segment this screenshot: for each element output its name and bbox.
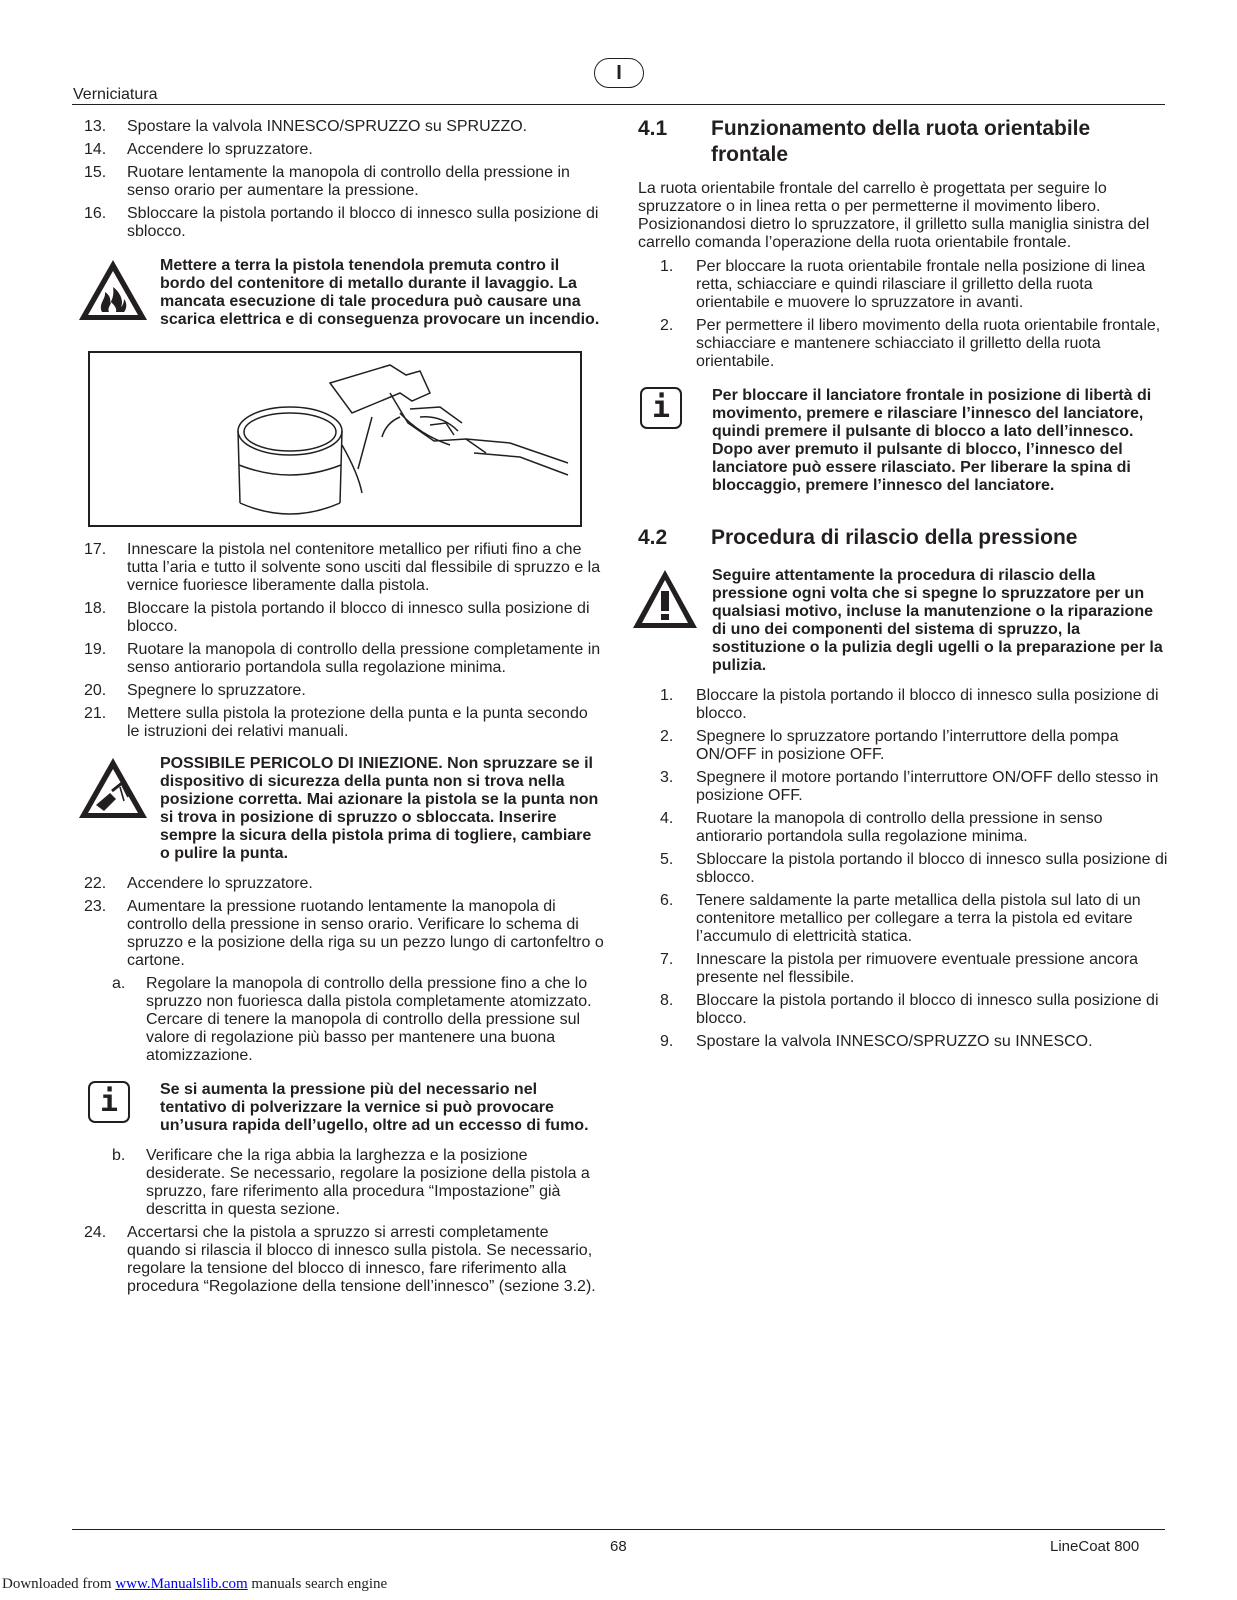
list-item <box>84 641 604 677</box>
step-number: 1. <box>660 258 674 275</box>
info-icon: i <box>640 387 702 429</box>
step-text: Aumentare la pressione ruotando lentamente la manopola di controllo della pressione in senso orario. Verificare lo schema di spruzzo e la posizione della riga su un pezzo lungo di cartonfeltro o cartone. <box>127 898 604 969</box>
heading-text: Procedura di rilascio della pressione <box>711 526 1078 549</box>
step-text: Spegnere lo spruzzatore portando l’interruttore della pompa ON/OFF in posizione OFF. <box>696 728 1119 763</box>
pressure-note <box>84 1081 604 1135</box>
step-text: Sbloccare la pistola portando il blocco di innesco sulla posizione di sblocco. <box>696 851 1168 886</box>
list-item <box>84 1224 604 1296</box>
step-text: Bloccare la pistola portando il blocco di innesco sulla posizione di blocco. <box>127 600 590 635</box>
fire-warning <box>84 257 604 329</box>
pressure-relief-warning-text: Seguire attentamente la procedura di rilascio della pressione ogni volta che si spegne lo spruzzatore per un qualsiasi motivo, incluse la manutenzione o la riparazione di uno dei componenti del sistema di spruzzo, la sostituzione o la pulizia degli ugelli o la preparazione per la pulizia. <box>712 567 1163 674</box>
injection-warning-icon <box>76 755 150 826</box>
header-divider <box>72 104 1165 105</box>
list-item <box>84 705 604 741</box>
list-item <box>84 164 604 200</box>
step-text: Ruotare lentamente la manopola di controllo della pressione in senso orario per aumentare la pressione. <box>127 164 570 199</box>
step-number: 21. <box>84 705 107 722</box>
step-number: 4. <box>660 810 674 827</box>
pressure-note-text: Se si aumenta la pressione più del necessario nel tentativo di polverizzare la vernice si può provocare un’usura rapida dell’ugello, oltre ad un eccesso di fumo. <box>160 1081 589 1134</box>
steps-22-23 <box>84 875 604 970</box>
list-item <box>84 600 604 636</box>
step-number: 23. <box>84 898 107 915</box>
step-text: Spegnere il motore portando l’interruttore ON/OFF dello stesso in posizione OFF. <box>696 769 1159 804</box>
section-name: Verniciatura <box>73 86 158 103</box>
injection-warning <box>84 755 604 863</box>
step-text: Spostare la valvola INNESCO/SPRUZZO su INNESCO. <box>696 1033 1093 1050</box>
list-item <box>84 682 604 700</box>
step-number: 5. <box>660 851 674 868</box>
left-column <box>84 118 604 1301</box>
right-column <box>638 116 1168 1056</box>
list-item <box>84 898 604 970</box>
list-item <box>84 141 604 159</box>
list-item <box>638 810 1168 846</box>
list-item <box>638 992 1168 1028</box>
step-number: 20. <box>84 682 107 699</box>
page-number: 68 <box>610 1538 627 1555</box>
list-item <box>84 875 604 893</box>
paragraph: La ruota orientabile frontale del carrello è progettata per seguire lo spruzzatore o in linea retta o per permetterne il movimento libero. Posizionandosi dietro lo spruzzatore, il grilletto sulla maniglia sinistra del carrello comanda l’operazione della ruota orientabile frontale. <box>638 180 1150 251</box>
heading-number: 4.2 <box>638 526 668 549</box>
step-number: 6. <box>660 892 674 909</box>
step-text: Accendere lo spruzzatore. <box>127 141 313 158</box>
step-text: Ruotare la manopola di controllo della pressione completamente in senso antiorario portandola sulla regolazione minima. <box>127 641 601 676</box>
list-item <box>638 728 1168 764</box>
step-number: 16. <box>84 205 107 222</box>
step-number: 1. <box>660 687 674 704</box>
step-number: 22. <box>84 875 107 892</box>
section-heading-4-2 <box>638 525 1168 551</box>
step-text: Innescare la pistola nel contenitore metallico per rifiuti fino a che tutta l’aria e tutto il solvente sono usciti dal flessibile di spruzzo e la vernice fuoriesce liberamente dalla pistola. <box>127 541 601 594</box>
step-number: 9. <box>660 1033 674 1050</box>
step-text: Per permettere il libero movimento della ruota orientabile frontale, schiacciare e mantenere schiacciato il grilletto della ruota orientabile. <box>696 317 1161 370</box>
caster-note-text: Per bloccare il lanciatore frontale in posizione di libertà di movimento, premere e rilasciare l’innesco del lanciatore, quindi premere il pulsante di blocco a lato dell’innesco. Dopo aver premuto il pulsante di blocco, l’innesco del lanciatore può essere rilasciato. Per liberare la spina di bloccaggio, premere l’innesco del lanciatore. <box>712 387 1152 494</box>
heading-number: 4.1 <box>638 117 668 140</box>
footer-divider <box>72 1529 1165 1530</box>
substep-text: Verificare che la riga abbia la larghezza e la posizione desiderate. Se necessario, regolare la posizione della pistola a spruzzo, fare riferimento alla procedura “Impostazione” già descritta in questa sezione. <box>146 1147 590 1218</box>
list-item <box>638 851 1168 887</box>
substep-text: Regolare la manopola di controllo della pressione fino a che lo spruzzo non fuoriesca dalla pistola completamente atomizzato. Cercare di tenere la manopola di controllo della pressione sul valore di regolazione più basso per mantenere una buona atomizzazione. <box>146 975 592 1064</box>
step-number: 17. <box>84 541 107 558</box>
pressure-relief-warning <box>638 567 1168 675</box>
step-number: 18. <box>84 600 107 617</box>
step-number: 3. <box>660 769 674 786</box>
list-item <box>638 769 1168 805</box>
list-item <box>84 205 604 241</box>
download-footer <box>2 1576 387 1593</box>
step-number: 7. <box>660 951 674 968</box>
exclamation-warning-icon <box>630 567 702 636</box>
step-number: 13. <box>84 118 107 135</box>
step-number: 15. <box>84 164 107 181</box>
download-suffix: manuals search engine <box>247 1576 388 1592</box>
steps-13-16 <box>84 118 604 241</box>
list-item <box>638 1033 1168 1051</box>
step-text: Spegnere lo spruzzatore. <box>127 682 306 699</box>
step-text: Spostare la valvola INNESCO/SPRUZZO su SPRUZZO. <box>127 118 528 135</box>
list-item <box>638 892 1168 946</box>
download-prefix: Downloaded from <box>2 1576 116 1592</box>
step-number: 8. <box>660 992 674 1009</box>
list-item <box>84 975 604 1065</box>
list-item <box>638 687 1168 723</box>
caster-note <box>638 387 1168 495</box>
list-item <box>638 258 1168 312</box>
step-number: 2. <box>660 317 674 334</box>
spray-gun-figure <box>88 351 582 527</box>
heading-text: Funzionamento della ruota orientabile frontale <box>711 117 1091 166</box>
injection-warning-text: POSSIBILE PERICOLO DI INIEZIONE. Non spruzzare se il dispositivo di sicurezza della punta non si trova nella posizione corretta. Mai azionare la pistola se la punta non si trova in posizione di spruzzo o sbloccata. Inserire sempre la sicura della pistola prima di togliere, cambiare o pulire la punta. <box>160 755 599 862</box>
product-name: LineCoat 800 <box>1050 1538 1140 1555</box>
step-text: Bloccare la pistola portando il blocco di innesco sulla posizione di blocco. <box>696 687 1159 722</box>
step-text: Bloccare la pistola portando il blocco di innesco sulla posizione di blocco. <box>696 992 1159 1027</box>
step-text: Per bloccare la ruota orientabile frontale nella posizione di linea retta, schiacciare e quindi rilasciare il grilletto della ruota orientabile e muovere lo spruzzatore in avanti. <box>696 258 1146 311</box>
step-number: 24. <box>84 1224 107 1241</box>
list-item <box>84 1147 604 1219</box>
substep-letter: b. <box>112 1147 126 1164</box>
steps-17-21 <box>84 541 604 741</box>
manualslib-link[interactable]: www.Manualslib.com <box>115 1576 248 1592</box>
info-icon: i <box>88 1081 150 1123</box>
step-text: Innescare la pistola per rimuovere eventuale pressione ancora presente nel flessibile. <box>696 951 1139 986</box>
list-item <box>638 317 1168 371</box>
step-number: 19. <box>84 641 107 658</box>
step-number: 2. <box>660 728 674 745</box>
step-text: Accendere lo spruzzatore. <box>127 875 313 892</box>
list-item <box>638 951 1168 987</box>
language-badge: I <box>594 58 644 88</box>
step-text: Mettere sulla pistola la protezione della punta e la punta secondo le istruzioni dei relativi manuali. <box>127 705 588 740</box>
step-text: Accertarsi che la pistola a spruzzo si arresti completamente quando si rilascia il blocco di innesco sulla pistola. Se necessario, regolare la tensione del blocco di innesco, fare riferimento alla procedura “Regolazione della tensione dell’innesco” (sezione 3.2). <box>127 1224 596 1295</box>
fire-warning-icon <box>76 257 150 328</box>
list-item <box>84 118 604 136</box>
list-item <box>84 541 604 595</box>
step-number: 14. <box>84 141 107 158</box>
steps-4-2 <box>638 687 1168 1051</box>
step-text: Sbloccare la pistola portando il blocco di innesco sulla posizione di sblocco. <box>127 205 599 240</box>
step-text: Tenere saldamente la parte metallica della pistola sul lato di un contenitore metallico per collegare a terra la pistola ed evitare l’accumulo di elettricità statica. <box>696 892 1141 945</box>
fire-warning-text: Mettere a terra la pistola tenendola premuta contro il bordo del contenitore di metallo durante il lavaggio. La mancata esecuzione di tale procedura può causare una scarica elettrica e di conseguenza provocare un incendio. <box>160 257 600 328</box>
spray-gun-illustration <box>90 353 580 525</box>
section-heading-4-1 <box>638 116 1168 168</box>
substep-letter: a. <box>112 975 126 992</box>
step-text: Ruotare la manopola di controllo della pressione in senso antiorario portandola sulla regolazione minima. <box>696 810 1103 845</box>
